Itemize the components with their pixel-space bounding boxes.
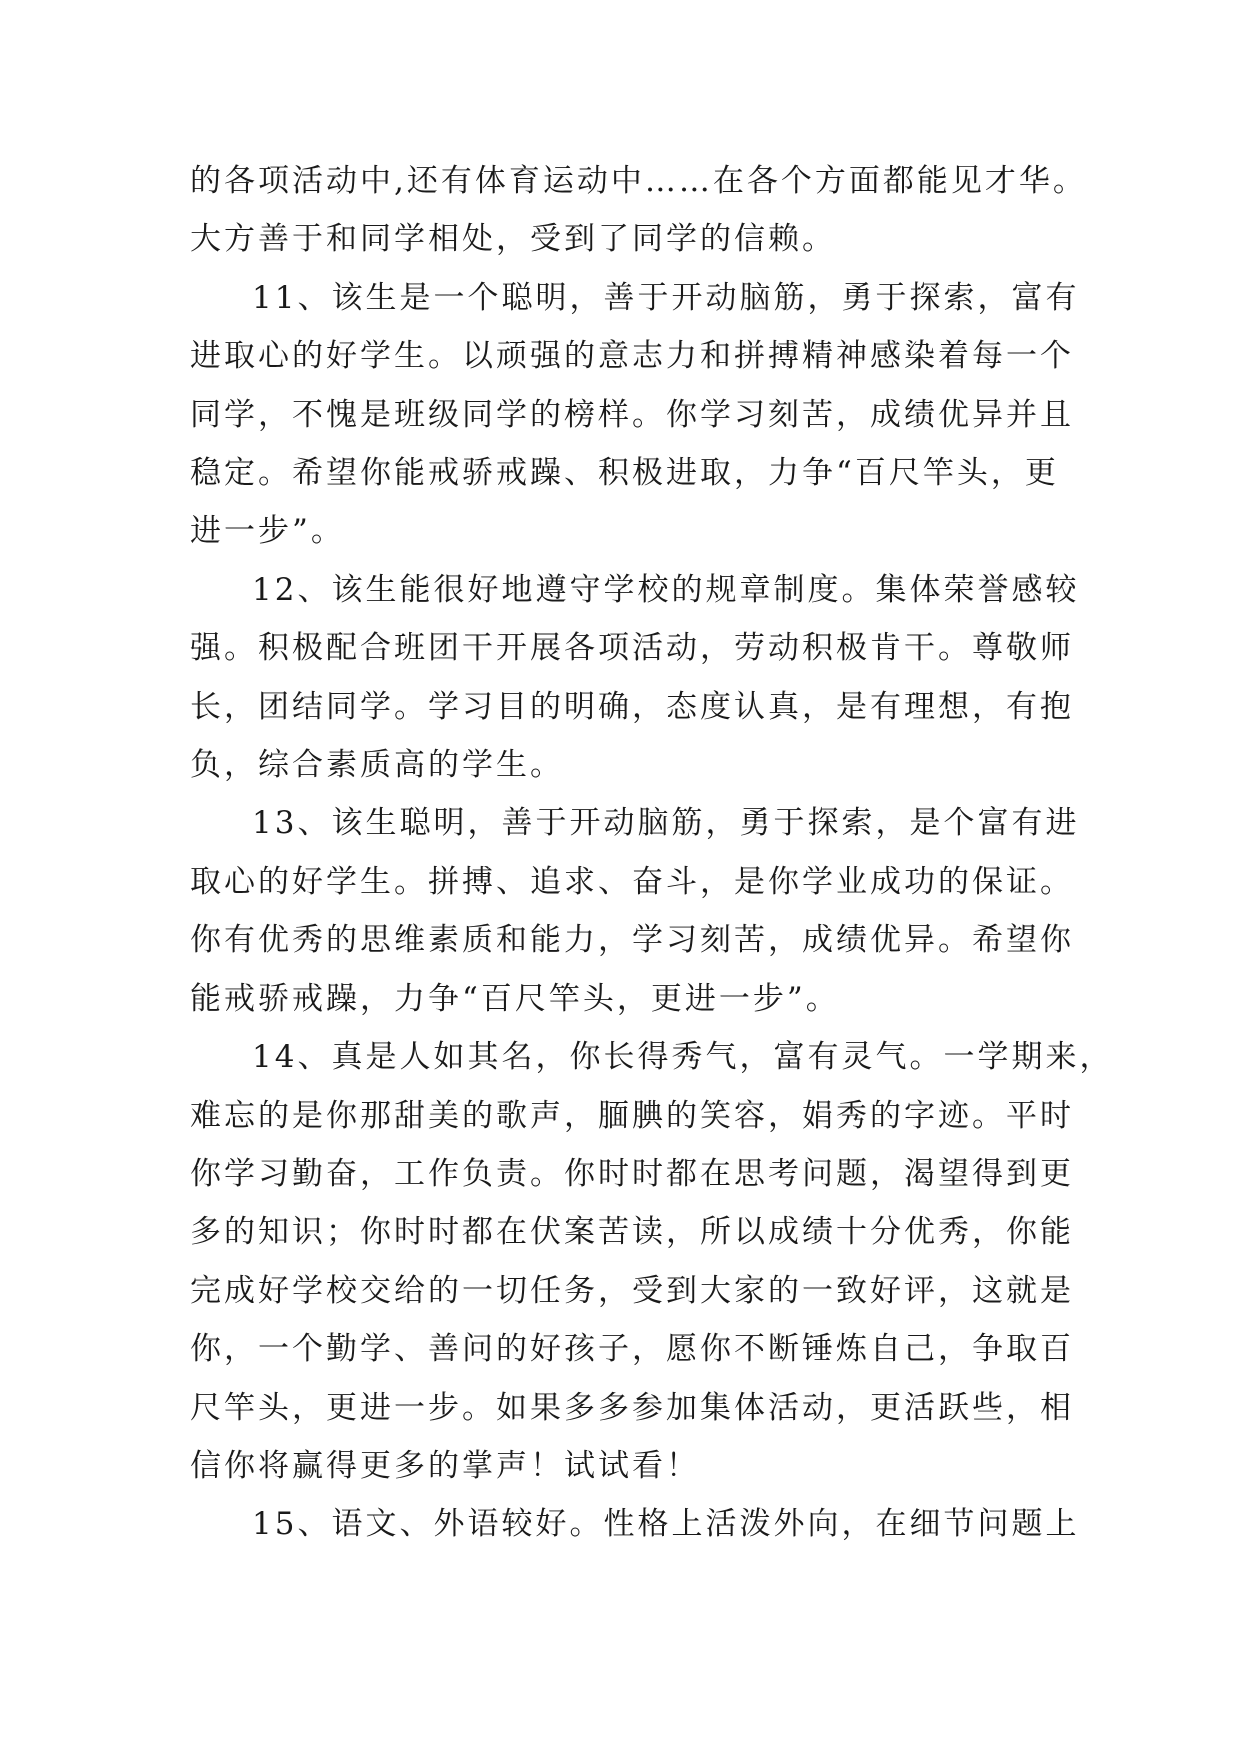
text-line: 进一步”。 [190, 513, 345, 550]
text-line: 你，一个勤学、善问的好孩子，愿你不断锤炼自己，争取百 [190, 1331, 1074, 1368]
paragraph-item-11 [190, 269, 1080, 561]
text-line: 你学习勤奋，工作负责。你时时都在思考问题，渴望得到更 [190, 1155, 1074, 1192]
text-line: 取心的好学生。拼搏、追求、奋斗，是你学业成功的保证。 [190, 863, 1074, 900]
text-line: 强。积极配合班团干开展各项活动，劳动积极肯干。尊敬师 [190, 630, 1074, 667]
document-body [190, 152, 1114, 1554]
text-line: 同学，不愧是班级同学的榜样。你学习刻苦，成绩优异并且 [190, 396, 1074, 433]
text-line: 难忘的是你那甜美的歌声，腼腆的笑容，娟秀的字迹。平时 [190, 1097, 1074, 1134]
text-line: 能戒骄戒躁，力争“百尺竿头，更进一步”。 [190, 980, 840, 1017]
text-line: 你有优秀的思维素质和能力，学习刻苦，成绩优异。希望你 [190, 922, 1074, 959]
text-line: 完成好学校交给的一切任务，受到大家的一致好评，这就是 [190, 1272, 1074, 1309]
text-line: 信你将赢得更多的掌声！试试看！ [190, 1447, 700, 1484]
text-line: 12、该生能很好地遵守学校的规章制度。集体荣誉感较 [252, 571, 1080, 608]
paragraph-item-13 [190, 794, 1080, 1028]
text-line: 15、语文、外语较好。性格上活泼外向，在细节问题上 [252, 1506, 1080, 1543]
text-line: 14、真是人如其名，你长得秀气，富有灵气。一学期来， [252, 1039, 1114, 1076]
text-line: 13、该生聪明，善于开动脑筋，勇于探索，是个富有进 [252, 805, 1080, 842]
text-line: 大方善于和同学相处，受到了同学的信赖。 [190, 221, 836, 258]
text-line: 长，团结同学。学习目的明确，态度认真，是有理想，有抱 [190, 688, 1074, 725]
paragraph-item-14 [190, 1028, 1114, 1495]
paragraph-continuation [190, 152, 1087, 269]
paragraph-item-15 [190, 1495, 1080, 1553]
text-line: 的各项活动中,还有体育运动中……在各个方面都能见才华。 [190, 163, 1087, 199]
paragraph-item-12 [190, 561, 1080, 795]
text-line: 尺竿头，更进一步。如果多多参加集体活动，更活跃些，相 [190, 1389, 1074, 1426]
text-line: 稳定。希望你能戒骄戒躁、积极进取，力争“百尺竿头，更 [190, 455, 1059, 492]
text-line: 11、该生是一个聪明，善于开动脑筋，勇于探索，富有 [252, 279, 1080, 316]
text-line: 进取心的好学生。以顽强的意志力和拼搏精神感染着每一个 [190, 338, 1074, 375]
text-line: 多的知识；你时时都在伏案苦读，所以成绩十分优秀，你能 [190, 1214, 1074, 1251]
text-line: 负，综合素质高的学生。 [190, 747, 564, 784]
